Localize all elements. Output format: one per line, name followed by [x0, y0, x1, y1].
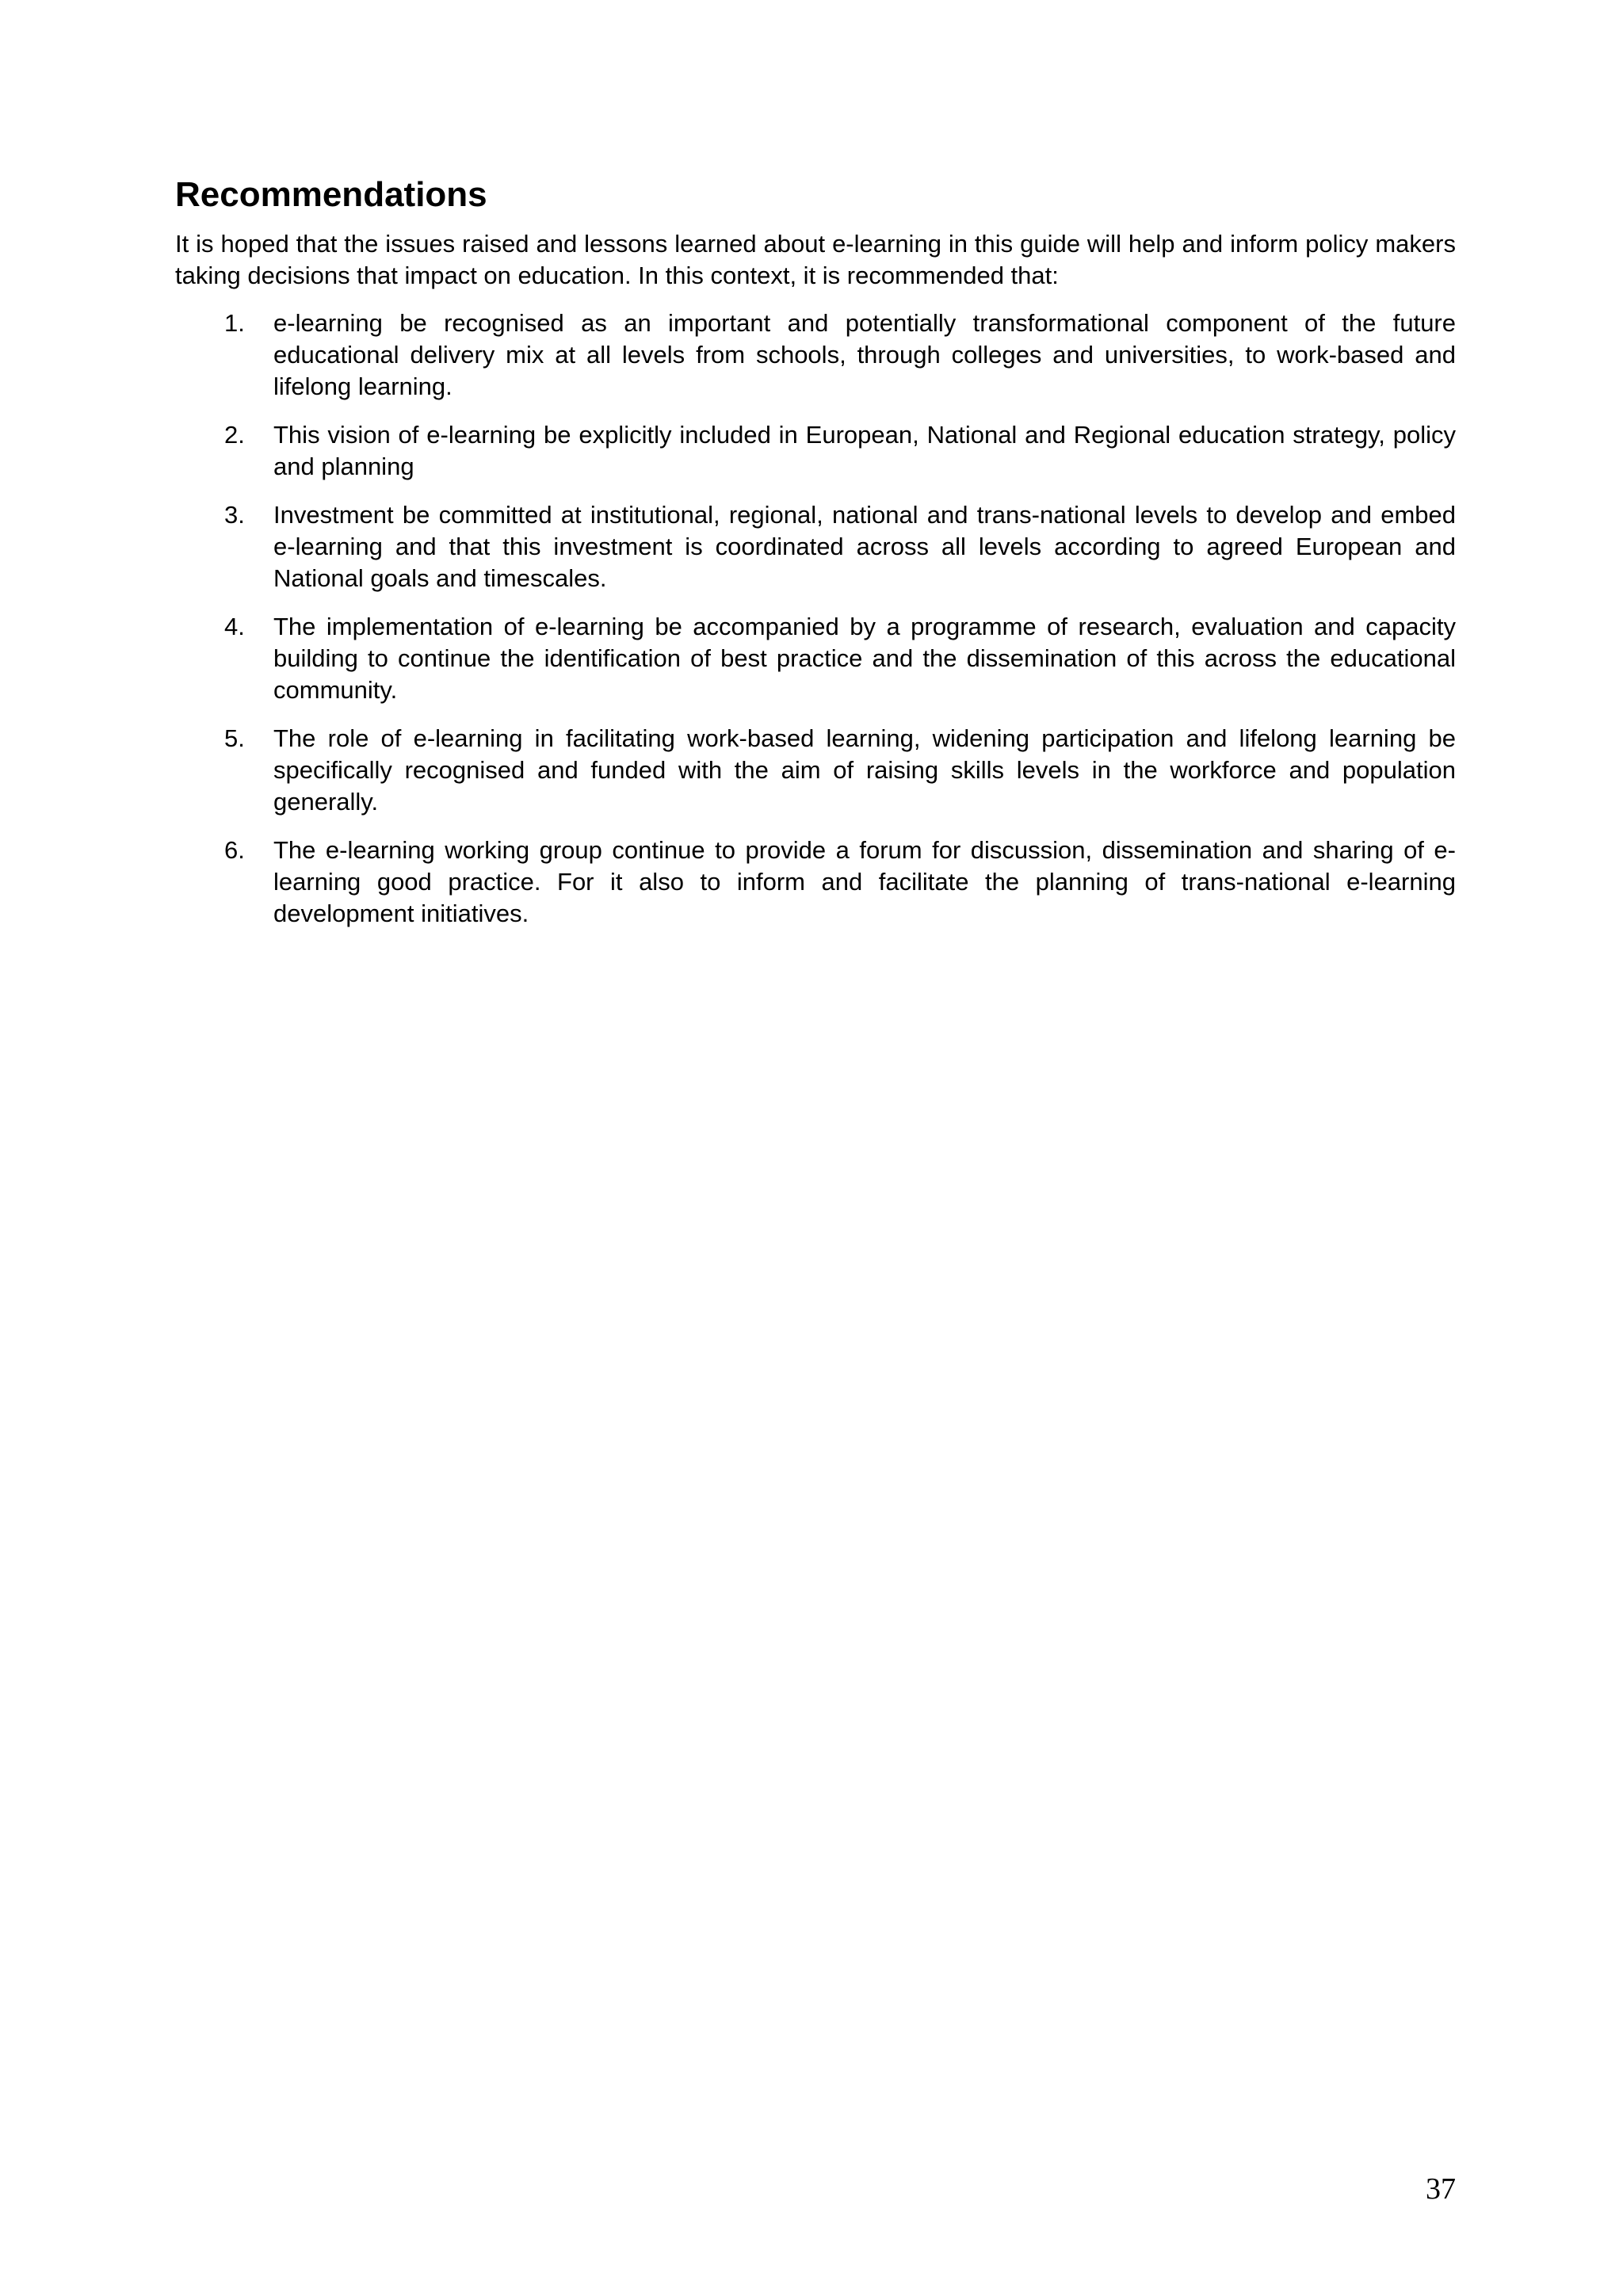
- recommendation-item: [175, 723, 1456, 818]
- item-number: 2.: [224, 421, 245, 449]
- recommendation-item: [175, 611, 1456, 706]
- item-text: The e-learning working group continue to provide a forum for discussion, dissemination and sharing of e-learning good practice. For it also to inform and facilitate the planning of trans-national e-learning development initiatives.: [273, 836, 1456, 927]
- item-text: Investment be committed at institutional, regional, national and trans-national levels to develop and embed e-learning and that this investment is coordinated across all levels according to agreed European and National goals and timescales.: [273, 501, 1456, 592]
- recommendation-item: [175, 499, 1456, 594]
- section-heading: Recommendations: [175, 175, 487, 214]
- recommendation-item: [175, 835, 1456, 930]
- intro-paragraph: It is hoped that the issues raised and lessons learned about e-learning in this guide will help and inform policy makers taking decisions that impact on education. In this context, it is recommended that:: [175, 230, 1456, 289]
- item-number: 3.: [224, 501, 245, 529]
- recommendation-item: [175, 419, 1456, 483]
- item-number: 4.: [224, 613, 245, 640]
- item-text: The implementation of e-learning be accompanied by a programme of research, evaluation and capacity building to continue the identification of best practice and the dissemination of this across the educational community.: [273, 613, 1456, 704]
- item-text: This vision of e-learning be explicitly included in European, National and Regional education strategy, policy and planning: [273, 421, 1456, 480]
- item-number: 6.: [224, 836, 245, 864]
- page-number: 37: [1426, 2172, 1456, 2206]
- item-number: 1.: [224, 309, 245, 337]
- recommendations-list: [175, 308, 1456, 930]
- page-content: [175, 173, 1456, 946]
- recommendation-item: [175, 308, 1456, 403]
- item-text: e-learning be recognised as an important and potentially transformational component of the future educational delivery mix at all levels from schools, through colleges and universities, to work-based and lifelong learning.: [273, 309, 1456, 400]
- item-number: 5.: [224, 724, 245, 752]
- item-text: The role of e-learning in facilitating work-based learning, widening participation and lifelong learning be specifically recognised and funded with the aim of raising skills levels in the workforce and population generally.: [273, 724, 1456, 816]
